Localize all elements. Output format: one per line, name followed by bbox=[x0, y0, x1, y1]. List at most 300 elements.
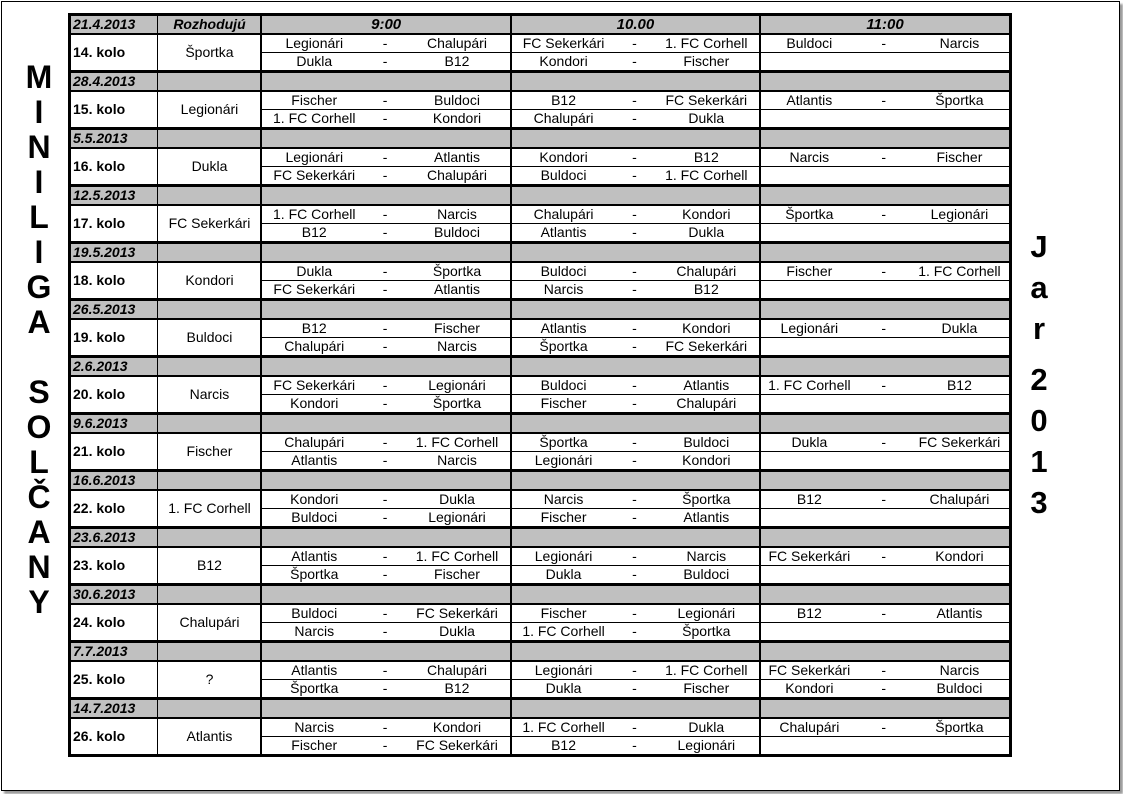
home-team: B12 bbox=[261, 224, 366, 243]
home-team: Športka bbox=[760, 205, 858, 224]
home-team: Legionári bbox=[261, 34, 366, 53]
home-team: Fischer bbox=[511, 604, 616, 623]
versus-dash: - bbox=[615, 395, 653, 414]
versus-dash: - bbox=[366, 262, 404, 281]
home-team: Fischer bbox=[511, 395, 616, 414]
versus-dash: - bbox=[366, 319, 404, 338]
away-team: Legionári bbox=[404, 376, 511, 395]
round-date: 16.6.2013 bbox=[70, 471, 158, 491]
away-team: Dukla bbox=[654, 224, 761, 243]
match-row bbox=[70, 547, 1011, 566]
round-referee-team: Kondori bbox=[158, 262, 262, 300]
away-team: Dukla bbox=[404, 623, 511, 642]
time-slot-empty bbox=[511, 300, 760, 320]
round-date-row bbox=[70, 414, 1011, 434]
home-team: Buldoci bbox=[261, 509, 366, 528]
versus-dash: - bbox=[366, 281, 404, 300]
away-team: Športka bbox=[910, 91, 1011, 110]
empty-match-cell bbox=[760, 737, 1010, 756]
empty-match-cell bbox=[760, 395, 1010, 414]
away-team: Chalupári bbox=[404, 661, 511, 680]
away-team: Športka bbox=[654, 623, 761, 642]
time-slot-empty bbox=[760, 471, 1010, 491]
home-team: Dukla bbox=[261, 53, 366, 72]
time-slot-header: 11:00 bbox=[760, 15, 1010, 35]
versus-dash: - bbox=[366, 604, 404, 623]
versus-dash: - bbox=[615, 53, 653, 72]
home-team: Narcis bbox=[511, 281, 616, 300]
season-title-letter: 3 bbox=[1030, 485, 1048, 520]
home-team: Športka bbox=[261, 566, 366, 585]
versus-dash: - bbox=[615, 452, 653, 471]
away-team: Buldoci bbox=[654, 566, 761, 585]
round-referee-team: Legionári bbox=[158, 91, 262, 129]
time-slot-empty bbox=[760, 642, 1010, 662]
round-number: 21. kolo bbox=[70, 433, 158, 471]
away-team: Buldoci bbox=[654, 433, 761, 452]
referee-header-empty bbox=[158, 471, 262, 491]
versus-dash: - bbox=[615, 281, 653, 300]
round-date-row bbox=[70, 243, 1011, 263]
home-team: 1. FC Corhell bbox=[760, 376, 858, 395]
away-team: 1. FC Corhell bbox=[404, 433, 511, 452]
versus-dash: - bbox=[615, 737, 653, 756]
round-referee-team: B12 bbox=[158, 547, 262, 585]
round-referee-team: Chalupári bbox=[158, 604, 262, 642]
round-referee-team: Fischer bbox=[158, 433, 262, 471]
versus-dash: - bbox=[615, 262, 653, 281]
league-title-letter: N bbox=[27, 549, 51, 585]
versus-dash: - bbox=[615, 110, 653, 129]
away-team: Chalupári bbox=[654, 262, 761, 281]
round-number: 15. kolo bbox=[70, 91, 158, 129]
home-team: Narcis bbox=[261, 718, 366, 737]
match-row bbox=[70, 433, 1011, 452]
home-team: Atlantis bbox=[261, 452, 366, 471]
versus-dash: - bbox=[366, 547, 404, 566]
time-slot-empty bbox=[760, 585, 1010, 605]
round-number: 26. kolo bbox=[70, 718, 158, 756]
league-title-letter: Č bbox=[27, 479, 51, 515]
round-date-row bbox=[70, 300, 1011, 320]
season-title-letter: 2 bbox=[1030, 362, 1048, 397]
versus-dash: - bbox=[366, 680, 404, 699]
time-slot-empty bbox=[261, 357, 510, 377]
time-slot-empty bbox=[760, 300, 1010, 320]
empty-match-cell bbox=[760, 110, 1010, 129]
round-referee-team: ? bbox=[158, 661, 262, 699]
home-team: Narcis bbox=[760, 148, 858, 167]
versus-dash: - bbox=[615, 338, 653, 357]
home-team: Dukla bbox=[760, 433, 858, 452]
referee-header-empty bbox=[158, 699, 262, 719]
time-slot-empty bbox=[760, 414, 1010, 434]
round-date: 28.4.2013 bbox=[70, 72, 158, 92]
round-date: 14.7.2013 bbox=[70, 699, 158, 719]
versus-dash: - bbox=[366, 205, 404, 224]
away-team: B12 bbox=[404, 680, 511, 699]
versus-dash: - bbox=[858, 661, 910, 680]
away-team: Buldoci bbox=[910, 680, 1011, 699]
away-team: Atlantis bbox=[404, 281, 511, 300]
versus-dash: - bbox=[858, 547, 910, 566]
time-slot-empty bbox=[760, 243, 1010, 263]
versus-dash: - bbox=[615, 661, 653, 680]
time-slot-empty bbox=[261, 414, 510, 434]
home-team: Buldoci bbox=[261, 604, 366, 623]
round-referee-team: 1. FC Corhell bbox=[158, 490, 262, 528]
versus-dash: - bbox=[615, 623, 653, 642]
versus-dash: - bbox=[858, 205, 910, 224]
time-slot-empty bbox=[511, 186, 760, 206]
versus-dash: - bbox=[615, 34, 653, 53]
round-number: 16. kolo bbox=[70, 148, 158, 186]
round-referee-team: Športka bbox=[158, 34, 262, 72]
away-team: Športka bbox=[910, 718, 1011, 737]
home-team: Buldoci bbox=[511, 262, 616, 281]
home-team: Kondori bbox=[760, 680, 858, 699]
home-team: 1. FC Corhell bbox=[261, 110, 366, 129]
home-team: B12 bbox=[760, 490, 858, 509]
round-referee-team: Dukla bbox=[158, 148, 262, 186]
away-team: Fischer bbox=[910, 148, 1011, 167]
home-team: Športka bbox=[511, 338, 616, 357]
round-date-row bbox=[70, 15, 1011, 35]
versus-dash: - bbox=[366, 148, 404, 167]
versus-dash: - bbox=[366, 509, 404, 528]
referee-header-empty bbox=[158, 642, 262, 662]
versus-dash: - bbox=[615, 224, 653, 243]
away-team: B12 bbox=[654, 148, 761, 167]
versus-dash: - bbox=[366, 737, 404, 756]
away-team: FC Sekerkári bbox=[654, 338, 761, 357]
home-team: B12 bbox=[261, 319, 366, 338]
home-team: Kondori bbox=[511, 53, 616, 72]
round-date-row bbox=[70, 72, 1011, 92]
league-title-letter: I bbox=[34, 94, 44, 130]
away-team: Kondori bbox=[910, 547, 1011, 566]
referee-header-empty bbox=[158, 585, 262, 605]
league-title-letter: O bbox=[26, 409, 52, 445]
away-team: Športka bbox=[404, 262, 511, 281]
away-team: Atlantis bbox=[404, 148, 511, 167]
round-date-row bbox=[70, 528, 1011, 548]
time-slot-empty bbox=[760, 72, 1010, 92]
home-team: Legionári bbox=[511, 547, 616, 566]
away-team: Kondori bbox=[404, 110, 511, 129]
versus-dash: - bbox=[366, 661, 404, 680]
versus-dash: - bbox=[858, 433, 910, 452]
home-team: Dukla bbox=[511, 680, 616, 699]
league-title-letter: N bbox=[27, 129, 51, 165]
away-team: Fischer bbox=[654, 680, 761, 699]
versus-dash: - bbox=[366, 623, 404, 642]
away-team: Legionári bbox=[404, 509, 511, 528]
home-team: B12 bbox=[511, 91, 616, 110]
league-title-letter: A bbox=[27, 514, 51, 550]
round-number: 18. kolo bbox=[70, 262, 158, 300]
round-date-row bbox=[70, 585, 1011, 605]
home-team: Športka bbox=[261, 680, 366, 699]
time-slot-empty bbox=[511, 72, 760, 92]
match-row bbox=[70, 319, 1011, 338]
referee-header-empty bbox=[158, 129, 262, 149]
home-team: Kondori bbox=[511, 148, 616, 167]
away-team: Narcis bbox=[654, 547, 761, 566]
versus-dash: - bbox=[615, 566, 653, 585]
home-team: Legionári bbox=[760, 319, 858, 338]
round-number: 24. kolo bbox=[70, 604, 158, 642]
time-slot-empty bbox=[261, 699, 510, 719]
away-team: Kondori bbox=[654, 452, 761, 471]
match-row bbox=[70, 376, 1011, 395]
away-team: 1. FC Corhell bbox=[910, 262, 1011, 281]
versus-dash: - bbox=[366, 452, 404, 471]
versus-dash: - bbox=[615, 547, 653, 566]
home-team: Fischer bbox=[511, 509, 616, 528]
versus-dash: - bbox=[858, 91, 910, 110]
away-team: Legionári bbox=[654, 737, 761, 756]
away-team: Narcis bbox=[404, 452, 511, 471]
home-team: Legionári bbox=[261, 148, 366, 167]
versus-dash: - bbox=[366, 91, 404, 110]
season-title-vertical bbox=[1022, 226, 1056, 523]
round-date-row bbox=[70, 471, 1011, 491]
away-team: Dukla bbox=[404, 490, 511, 509]
away-team: Chalupári bbox=[910, 490, 1011, 509]
match-row bbox=[70, 718, 1011, 737]
versus-dash: - bbox=[615, 148, 653, 167]
away-team: Atlantis bbox=[654, 509, 761, 528]
away-team: Buldoci bbox=[404, 224, 511, 243]
versus-dash: - bbox=[366, 224, 404, 243]
home-team: Buldoci bbox=[760, 34, 858, 53]
away-team: 1. FC Corhell bbox=[654, 661, 761, 680]
round-date: 23.6.2013 bbox=[70, 528, 158, 548]
round-number: 25. kolo bbox=[70, 661, 158, 699]
away-team: Narcis bbox=[910, 34, 1011, 53]
versus-dash: - bbox=[366, 110, 404, 129]
league-title-letter: I bbox=[34, 234, 44, 270]
away-team: Chalupári bbox=[404, 167, 511, 186]
versus-dash: - bbox=[615, 167, 653, 186]
time-slot-empty bbox=[261, 186, 510, 206]
season-title-letter: a bbox=[1030, 270, 1048, 305]
versus-dash: - bbox=[366, 566, 404, 585]
home-team: B12 bbox=[511, 737, 616, 756]
season-title-letter: 0 bbox=[1030, 403, 1048, 438]
home-team: FC Sekerkári bbox=[261, 281, 366, 300]
home-team: Chalupári bbox=[511, 205, 616, 224]
empty-match-cell bbox=[760, 53, 1010, 72]
versus-dash: - bbox=[366, 433, 404, 452]
time-slot-header: 10.00 bbox=[511, 15, 760, 35]
versus-dash: - bbox=[615, 376, 653, 395]
round-date-row bbox=[70, 699, 1011, 719]
away-team: Kondori bbox=[654, 205, 761, 224]
referee-header-empty bbox=[158, 243, 262, 263]
time-slot-empty bbox=[760, 129, 1010, 149]
home-team: Atlantis bbox=[261, 661, 366, 680]
away-team: Fischer bbox=[654, 53, 761, 72]
versus-dash: - bbox=[615, 319, 653, 338]
league-title-letter: L bbox=[29, 199, 49, 235]
home-team: 1. FC Corhell bbox=[261, 205, 366, 224]
referee-header-empty bbox=[158, 528, 262, 548]
match-row bbox=[70, 34, 1011, 53]
round-number: 23. kolo bbox=[70, 547, 158, 585]
versus-dash: - bbox=[615, 718, 653, 737]
home-team: Chalupári bbox=[261, 338, 366, 357]
round-date: 7.7.2013 bbox=[70, 642, 158, 662]
home-team: Chalupári bbox=[511, 110, 616, 129]
versus-dash: - bbox=[858, 680, 910, 699]
away-team: FC Sekerkári bbox=[654, 91, 761, 110]
time-slot-empty bbox=[261, 129, 510, 149]
league-title-letter: G bbox=[26, 269, 52, 305]
home-team: Kondori bbox=[261, 395, 366, 414]
league-title-letter: A bbox=[27, 304, 51, 340]
versus-dash: - bbox=[858, 262, 910, 281]
match-row bbox=[70, 490, 1011, 509]
match-schedule-table bbox=[68, 13, 1012, 757]
versus-dash: - bbox=[858, 490, 910, 509]
home-team: Atlantis bbox=[511, 224, 616, 243]
away-team: B12 bbox=[404, 53, 511, 72]
match-row bbox=[70, 661, 1011, 680]
time-slot-empty bbox=[511, 357, 760, 377]
home-team: Kondori bbox=[261, 490, 366, 509]
match-row bbox=[70, 604, 1011, 623]
away-team: Športka bbox=[654, 490, 761, 509]
league-title-letter: L bbox=[29, 444, 49, 480]
match-row bbox=[70, 205, 1011, 224]
away-team: Narcis bbox=[404, 338, 511, 357]
time-slot-empty bbox=[261, 72, 510, 92]
referee-header-empty bbox=[158, 72, 262, 92]
round-number: 20. kolo bbox=[70, 376, 158, 414]
time-slot-empty bbox=[511, 243, 760, 263]
time-slot-empty bbox=[760, 528, 1010, 548]
match-row bbox=[70, 91, 1011, 110]
versus-dash: - bbox=[858, 34, 910, 53]
league-title-vertical bbox=[22, 60, 56, 620]
time-slot-empty bbox=[760, 699, 1010, 719]
home-team: FC Sekerkári bbox=[261, 376, 366, 395]
away-team: Narcis bbox=[404, 205, 511, 224]
round-date: 26.5.2013 bbox=[70, 300, 158, 320]
time-slot-empty bbox=[261, 528, 510, 548]
home-team: FC Sekerkári bbox=[511, 34, 616, 53]
away-team: 1. FC Corhell bbox=[654, 167, 761, 186]
home-team: FC Sekerkári bbox=[760, 547, 858, 566]
round-date: 9.6.2013 bbox=[70, 414, 158, 434]
home-team: Dukla bbox=[261, 262, 366, 281]
away-team: Dukla bbox=[654, 110, 761, 129]
round-referee-team: Narcis bbox=[158, 376, 262, 414]
home-team: B12 bbox=[760, 604, 858, 623]
versus-dash: - bbox=[858, 604, 910, 623]
round-number: 17. kolo bbox=[70, 205, 158, 243]
versus-dash: - bbox=[366, 395, 404, 414]
home-team: Atlantis bbox=[511, 319, 616, 338]
empty-match-cell bbox=[760, 338, 1010, 357]
versus-dash: - bbox=[615, 680, 653, 699]
round-referee-team: FC Sekerkári bbox=[158, 205, 262, 243]
round-date-row bbox=[70, 642, 1011, 662]
away-team: Atlantis bbox=[910, 604, 1011, 623]
away-team: Chalupári bbox=[404, 34, 511, 53]
time-slot-empty bbox=[511, 699, 760, 719]
time-slot-empty bbox=[261, 243, 510, 263]
season-title-letter: J bbox=[1030, 229, 1048, 264]
away-team: Športka bbox=[404, 395, 511, 414]
referee-header: Rozhodujú bbox=[158, 15, 262, 35]
versus-dash: - bbox=[858, 148, 910, 167]
empty-match-cell bbox=[760, 452, 1010, 471]
away-team: Dukla bbox=[910, 319, 1011, 338]
home-team: Fischer bbox=[760, 262, 858, 281]
versus-dash: - bbox=[366, 167, 404, 186]
round-referee-team: Buldoci bbox=[158, 319, 262, 357]
empty-match-cell bbox=[760, 281, 1010, 300]
empty-match-cell bbox=[760, 509, 1010, 528]
time-slot-empty bbox=[261, 642, 510, 662]
round-date: 21.4.2013 bbox=[70, 15, 158, 35]
away-team: B12 bbox=[654, 281, 761, 300]
time-slot-empty bbox=[261, 585, 510, 605]
away-team: Atlantis bbox=[654, 376, 761, 395]
time-slot-empty bbox=[261, 471, 510, 491]
round-date: 5.5.2013 bbox=[70, 129, 158, 149]
home-team: Atlantis bbox=[760, 91, 858, 110]
home-team: FC Sekerkári bbox=[760, 661, 858, 680]
versus-dash: - bbox=[366, 34, 404, 53]
round-referee-team: Atlantis bbox=[158, 718, 262, 756]
home-team: Atlantis bbox=[261, 547, 366, 566]
away-team: Dukla bbox=[654, 718, 761, 737]
empty-match-cell bbox=[760, 167, 1010, 186]
time-slot-empty bbox=[511, 585, 760, 605]
versus-dash: - bbox=[366, 53, 404, 72]
home-team: Fischer bbox=[261, 737, 366, 756]
empty-match-cell bbox=[760, 566, 1010, 585]
home-team: 1. FC Corhell bbox=[511, 718, 616, 737]
round-number: 14. kolo bbox=[70, 34, 158, 72]
round-date-row bbox=[70, 129, 1011, 149]
away-team: 1. FC Corhell bbox=[404, 547, 511, 566]
home-team: Chalupári bbox=[760, 718, 858, 737]
versus-dash: - bbox=[615, 433, 653, 452]
round-date: 2.6.2013 bbox=[70, 357, 158, 377]
away-team: Fischer bbox=[404, 319, 511, 338]
away-team: Chalupári bbox=[654, 395, 761, 414]
home-team: Legionári bbox=[511, 661, 616, 680]
round-date-row bbox=[70, 357, 1011, 377]
versus-dash: - bbox=[366, 490, 404, 509]
time-slot-empty bbox=[760, 357, 1010, 377]
versus-dash: - bbox=[615, 604, 653, 623]
time-slot-header: 9:00 bbox=[261, 15, 510, 35]
referee-header-empty bbox=[158, 300, 262, 320]
time-slot-empty bbox=[511, 414, 760, 434]
away-team: FC Sekerkári bbox=[404, 737, 511, 756]
away-team: Buldoci bbox=[404, 91, 511, 110]
home-team: Buldoci bbox=[511, 167, 616, 186]
league-title-letter: S bbox=[28, 374, 50, 410]
versus-dash: - bbox=[858, 376, 910, 395]
round-date-row bbox=[70, 186, 1011, 206]
